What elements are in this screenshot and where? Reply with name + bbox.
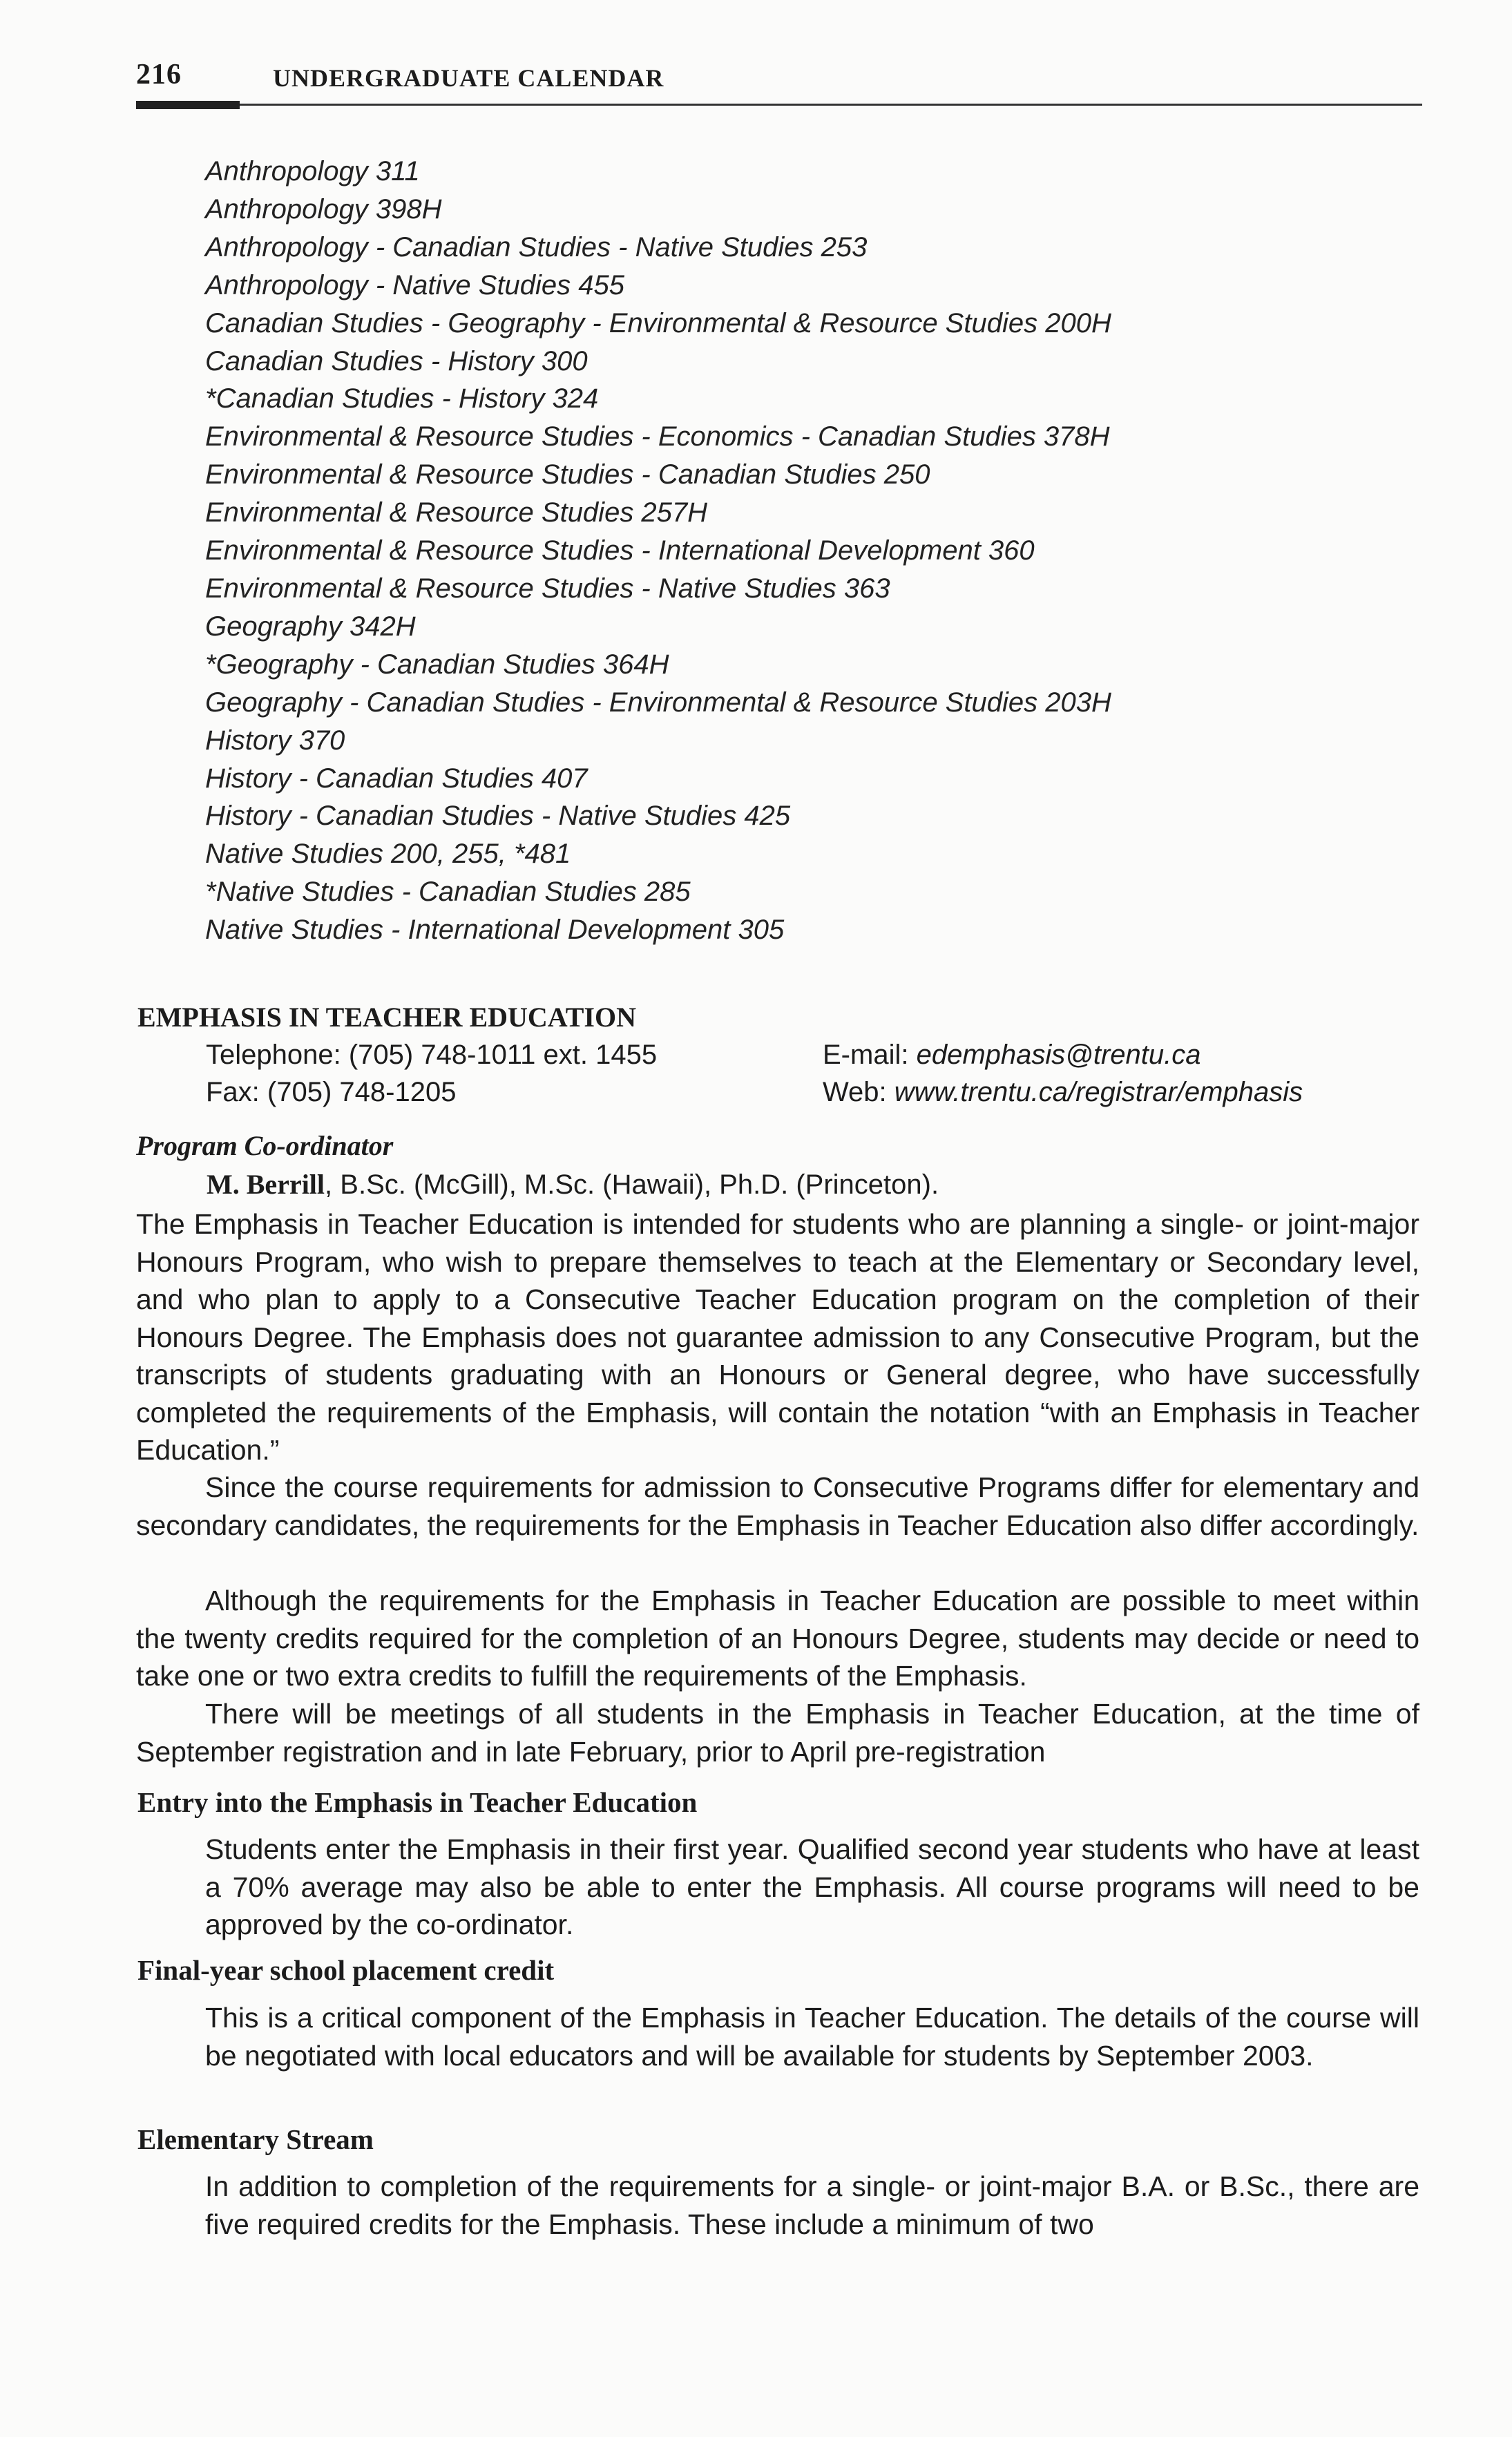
course-item: History - Canadian Studies - Native Studies 425 — [205, 801, 791, 832]
elementary-heading: Elementary Stream — [137, 2123, 374, 2155]
coordinator-name: M. Berrill — [207, 1169, 325, 1200]
web-link[interactable]: www.trentu.ca/registrar/emphasis — [894, 1077, 1303, 1107]
course-item: *Native Studies - Canadian Studies 285 — [205, 877, 691, 908]
placement-heading: Final-year school placement credit — [137, 1954, 555, 1986]
email-line — [823, 1040, 1201, 1071]
fax-value: (705) 748-1205 — [267, 1077, 457, 1107]
body-paragraph: Since the course requirements for admission to Consecutive Programs differ for elementary and secondary candidates, the requirements for the Emphasis in Teacher Education also differ accordingly. — [136, 1471, 1419, 1541]
header-rule — [136, 104, 1422, 106]
coordinator-credentials: , B.Sc. (McGill), M.Sc. (Hawaii), Ph.D. (Princeton). — [325, 1169, 939, 1200]
telephone-value: (705) 748-1011 ext. 1455 — [348, 1040, 658, 1070]
course-item: Canadian Studies - Geography - Environmental & Resource Studies 200H — [205, 307, 1111, 338]
course-item: History 370 — [205, 725, 345, 756]
course-item: Environmental & Resource Studies - Economics - Canadian Studies 378H — [205, 421, 1110, 452]
telephone-line — [206, 1040, 657, 1071]
page-number: 216 — [136, 59, 182, 90]
elementary-text: In addition to completion of the requirements for a single- or joint-major B.A. or B.Sc., there are five required credits for the Emphasis. These include a minimum of two — [205, 2170, 1419, 2240]
course-item: Canadian Studies - History 300 — [205, 345, 588, 376]
web-line — [823, 1077, 1303, 1108]
fax-line — [206, 1077, 456, 1108]
course-list — [205, 153, 1111, 949]
coordinator-label: Program Co-ordinator — [136, 1130, 394, 1161]
running-title: UNDERGRADUATE CALENDAR — [273, 64, 664, 92]
course-item: *Canadian Studies - History 324 — [205, 383, 599, 414]
placement-text: This is a critical component of the Emphasis in Teacher Education. The details of the course will be negotiated with local educators and will be available for students by September 2003. — [205, 2002, 1419, 2072]
course-item: History - Canadian Studies 407 — [205, 763, 588, 794]
course-item: Native Studies 200, 255, *481 — [205, 839, 571, 870]
coordinator-line — [207, 1168, 939, 1201]
course-item: Environmental & Resource Studies 257H — [205, 497, 708, 528]
entry-text: Students enter the Emphasis in their first year. Qualified second year students who have at least a 70% average may also be able to enter the Emphasis. All course programs will need to be approved by the co-ordinator. — [205, 1833, 1419, 1940]
entry-heading: Entry into the Emphasis in Teacher Education — [137, 1786, 698, 1818]
course-item: Native Studies - International Development 305 — [205, 915, 785, 946]
body-paragraph: There will be meetings of all students in the Emphasis in Teacher Education, at the time of September registration and in late February, prior to April pre-registration — [136, 1698, 1419, 1768]
course-item: Geography 342H — [205, 611, 416, 642]
email-link[interactable]: edemphasis@trentu.ca — [916, 1040, 1201, 1070]
telephone-label: Telephone: — [206, 1040, 341, 1070]
email-label: E-mail: — [823, 1040, 909, 1070]
intro-paragraph: The Emphasis in Teacher Education is intended for students who are planning a single- or joint-major Honours Program, who wish to prepare themselves to teach at the Elementary or Secondary level, and who plan to apply to a Consecutive Teacher Education program on the completion of their Honours Degree. The Emphasis does not guarantee admission to any Consecutive Program, but the transcripts of students graduating with an Honours or General degree, who have successfully completed the requirements of the Emphasis, will contain the notation “with an Emphasis in Teacher Education.” — [136, 1208, 1419, 1466]
section-title: EMPHASIS IN TEACHER EDUCATION — [137, 1002, 636, 1033]
course-item: *Geography - Canadian Studies 364H — [205, 649, 669, 680]
body-paragraph: Although the requirements for the Emphasis in Teacher Education are possible to meet within the twenty credits required for the completion of an Honours Degree, students may decide or need to take one or two extra credits to fulfill the requirements of the Emphasis. — [136, 1585, 1419, 1692]
course-item: Environmental & Resource Studies - Native Studies 363 — [205, 573, 890, 604]
web-label: Web: — [823, 1077, 887, 1107]
course-item: Anthropology - Native Studies 455 — [205, 269, 625, 300]
page-header — [136, 58, 1422, 113]
course-item: Anthropology 398H — [205, 193, 442, 224]
fax-label: Fax: — [206, 1077, 260, 1107]
course-item: Geography - Canadian Studies - Environmental & Resource Studies 203H — [205, 687, 1111, 718]
course-item: Environmental & Resource Studies - Canadian Studies 250 — [205, 459, 930, 490]
course-item: Environmental & Resource Studies - International Development 360 — [205, 535, 1035, 566]
course-item: Anthropology - Canadian Studies - Native Studies 253 — [205, 231, 868, 262]
course-item: Anthropology 311 — [205, 156, 420, 187]
header-rule-accent — [136, 101, 240, 109]
